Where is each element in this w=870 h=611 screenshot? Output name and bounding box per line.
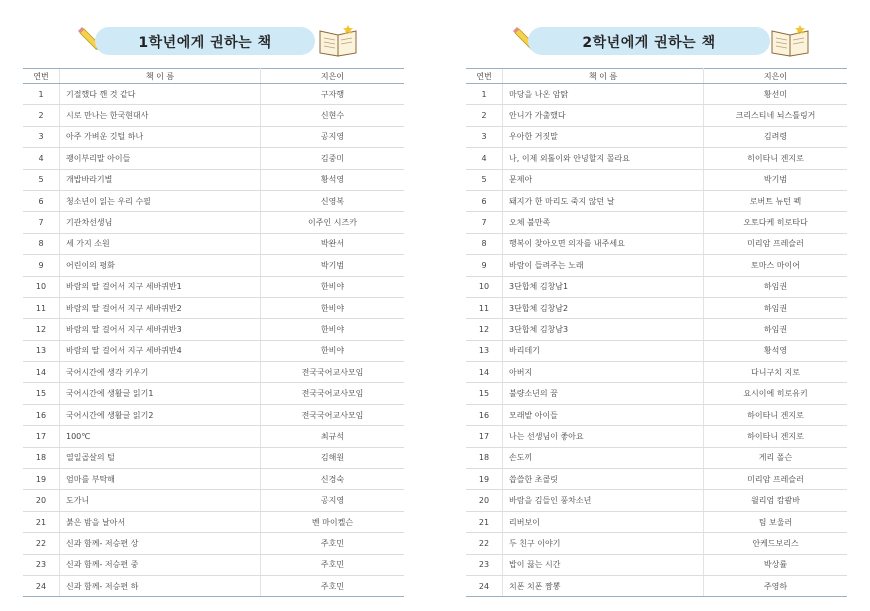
book-author: 하이타니 겐지로	[704, 404, 848, 425]
table-row	[23, 490, 404, 511]
row-number: 23	[466, 554, 503, 575]
book-title: 괭이부리말 아이들	[60, 148, 261, 169]
title-banner	[95, 27, 315, 55]
row-number: 11	[466, 297, 503, 318]
book-title: 붉은 밤을 날아서	[60, 511, 261, 532]
book-author: 한비야	[261, 276, 405, 297]
book-author: 한비야	[261, 340, 405, 361]
row-number: 22	[23, 533, 60, 554]
book-author: 주호민	[261, 554, 405, 575]
table-row	[23, 233, 404, 254]
book-title: 바람의 딸 걸어서 지구 세바퀴반2	[60, 297, 261, 318]
table-row	[23, 447, 404, 468]
book-author: 신영복	[261, 190, 405, 211]
row-number: 9	[23, 255, 60, 276]
book-title: 안니가 가출했다	[503, 105, 704, 126]
row-number: 5	[23, 169, 60, 190]
book-title: 오체 불만족	[503, 212, 704, 233]
table-row	[466, 233, 847, 254]
book-title: 3단합체 김창남3	[503, 319, 704, 340]
book-title: 바람의 딸 걸어서 지구 세바퀴반1	[60, 276, 261, 297]
table-row	[466, 404, 847, 425]
book-author: 오토다케 히로타다	[704, 212, 848, 233]
book-title: 도가니	[60, 490, 261, 511]
book-title: 바람의 딸 걸어서 지구 세바퀴반3	[60, 319, 261, 340]
book-author: 이주인 시즈카	[261, 212, 405, 233]
book-title: 국어시간에 생활글 읽기2	[60, 404, 261, 425]
table-row	[23, 469, 404, 490]
book-title: 엄마를 부탁해	[60, 469, 261, 490]
table-row	[466, 297, 847, 318]
row-number: 24	[466, 575, 503, 596]
open-book-icon	[770, 25, 810, 57]
row-number: 6	[466, 190, 503, 211]
book-title: 국어시간에 생활글 읽기1	[60, 383, 261, 404]
table-row	[466, 340, 847, 361]
book-title: 청소년이 읽는 우리 수필	[60, 190, 261, 211]
table-row	[23, 340, 404, 361]
table-row	[466, 84, 847, 105]
book-author: 전국국어교사모임	[261, 362, 405, 383]
row-number: 20	[23, 490, 60, 511]
book-list-table	[466, 68, 847, 597]
table-row	[466, 126, 847, 147]
row-number: 21	[466, 511, 503, 532]
row-number: 10	[466, 276, 503, 297]
book-title: 나는 선생님이 좋아요	[503, 426, 704, 447]
book-author: 크리스티네 뇌스틀링거	[704, 105, 848, 126]
book-title: 신과 함께- 저승편 하	[60, 575, 261, 596]
book-title: 마당을 나온 암탉	[503, 84, 704, 105]
book-title: 문제아	[503, 169, 704, 190]
book-title: 아주 가벼운 깃털 하나	[60, 126, 261, 147]
book-title: 개밥바라기별	[60, 169, 261, 190]
row-number: 12	[23, 319, 60, 340]
table-row	[466, 511, 847, 532]
row-number: 19	[23, 469, 60, 490]
row-number: 14	[466, 362, 503, 383]
row-number: 13	[23, 340, 60, 361]
row-number: 16	[466, 404, 503, 425]
book-title: 열일곱살의 털	[60, 447, 261, 468]
book-author: 벤 마이켈슨	[261, 511, 405, 532]
book-title: 손도끼	[503, 447, 704, 468]
row-number: 12	[466, 319, 503, 340]
table-row	[23, 533, 404, 554]
book-author: 요시이에 히로유키	[704, 383, 848, 404]
row-number: 16	[23, 404, 60, 425]
table-row	[23, 126, 404, 147]
book-author: 최규석	[261, 426, 405, 447]
table-row	[23, 554, 404, 575]
book-title: 두 친구 이야기	[503, 533, 704, 554]
row-number: 4	[466, 148, 503, 169]
table-row	[23, 212, 404, 233]
row-number: 20	[466, 490, 503, 511]
book-author: 박상률	[704, 554, 848, 575]
row-number: 24	[23, 575, 60, 596]
book-author: 주영하	[704, 575, 848, 596]
book-author: 박기범	[704, 169, 848, 190]
book-title: 바람을 김들인 풍차소년	[503, 490, 704, 511]
row-number: 1	[466, 84, 503, 105]
row-number: 15	[23, 383, 60, 404]
book-author: 한비야	[261, 319, 405, 340]
table-row	[466, 212, 847, 233]
table-row	[23, 404, 404, 425]
page-title: 1학년에게 권하는 책	[138, 35, 272, 51]
title-banner	[528, 27, 770, 55]
table-row	[23, 426, 404, 447]
book-author: 박완서	[261, 233, 405, 254]
book-title: 불량소년의 꿈	[503, 383, 704, 404]
table-row	[466, 276, 847, 297]
row-number: 22	[466, 533, 503, 554]
table-row	[466, 447, 847, 468]
book-author: 하임권	[704, 319, 848, 340]
book-title: 돼지가 한 마리도 죽지 않던 날	[503, 190, 704, 211]
book-title: 기절했다 깬 것 같다	[60, 84, 261, 105]
table-row	[23, 511, 404, 532]
book-title: 나, 이제 외톨이와 안녕할지 몰라요	[503, 148, 704, 169]
row-number: 7	[466, 212, 503, 233]
book-title: 신과 함께- 저승편 중	[60, 554, 261, 575]
book-author: 윌리엄 캄쾀바	[704, 490, 848, 511]
book-title: 세 가지 소원	[60, 233, 261, 254]
row-number: 9	[466, 255, 503, 276]
row-number: 4	[23, 148, 60, 169]
book-author: 게리 폴슨	[704, 447, 848, 468]
book-title: 아버지	[503, 362, 704, 383]
table-row	[466, 105, 847, 126]
table-row	[466, 255, 847, 276]
table-row	[466, 575, 847, 596]
table-row	[466, 190, 847, 211]
book-author: 다니구치 지로	[704, 362, 848, 383]
column-header-author: 지은이	[704, 69, 848, 84]
table-row	[23, 362, 404, 383]
row-number: 13	[466, 340, 503, 361]
book-title: 바람의 딸 걸어서 지구 세바퀴반4	[60, 340, 261, 361]
column-header-title: 책 이 름	[503, 69, 704, 84]
book-author: 황석영	[261, 169, 405, 190]
row-number: 17	[23, 426, 60, 447]
table-row	[466, 362, 847, 383]
row-number: 5	[466, 169, 503, 190]
row-number: 3	[466, 126, 503, 147]
book-author: 주호민	[261, 575, 405, 596]
column-header-title: 책 이 름	[60, 69, 261, 84]
table-row	[466, 383, 847, 404]
book-author: 김해원	[261, 447, 405, 468]
book-title: 밥이 끓는 시간	[503, 554, 704, 575]
book-author: 김려령	[704, 126, 848, 147]
book-author: 황석영	[704, 340, 848, 361]
book-title: 치폰 치폰 짬뽕	[503, 575, 704, 596]
table-header-row	[466, 69, 847, 84]
table-row	[23, 255, 404, 276]
book-title: 행복이 찾아오면 의자를 내주세요	[503, 233, 704, 254]
book-author: 신현수	[261, 105, 405, 126]
book-title: 어린이의 평화	[60, 255, 261, 276]
book-author: 신경숙	[261, 469, 405, 490]
row-number: 10	[23, 276, 60, 297]
book-title: 씁쓸한 초콜릿	[503, 469, 704, 490]
book-author: 미리암 프레슬러	[704, 233, 848, 254]
row-number: 11	[23, 297, 60, 318]
book-author: 하이타니 겐지로	[704, 426, 848, 447]
book-author: 하임권	[704, 297, 848, 318]
book-author: 박기범	[261, 255, 405, 276]
row-number: 1	[23, 84, 60, 105]
right-page	[435, 0, 870, 611]
table-row	[23, 383, 404, 404]
row-number: 21	[23, 511, 60, 532]
table-row	[23, 84, 404, 105]
row-number: 2	[466, 105, 503, 126]
book-title: 3단합체 김창남2	[503, 297, 704, 318]
table-row	[466, 533, 847, 554]
book-author: 주호민	[261, 533, 405, 554]
row-number: 19	[466, 469, 503, 490]
book-author: 로버트 뉴턴 펙	[704, 190, 848, 211]
book-author: 미리암 프레슬러	[704, 469, 848, 490]
table-header-row	[23, 69, 404, 84]
open-book-icon	[318, 25, 358, 57]
book-title: 100℃	[60, 426, 261, 447]
book-title: 바람이 들려주는 노래	[503, 255, 704, 276]
page-title: 2학년에게 권하는 책	[582, 35, 716, 51]
table-row	[466, 169, 847, 190]
row-number: 7	[23, 212, 60, 233]
row-number: 23	[23, 554, 60, 575]
book-author: 황선미	[704, 84, 848, 105]
book-list-table	[23, 68, 404, 597]
row-number: 6	[23, 190, 60, 211]
book-author: 팀 보울러	[704, 511, 848, 532]
table-row	[466, 469, 847, 490]
row-number: 3	[23, 126, 60, 147]
table-row	[466, 426, 847, 447]
book-title: 리버보이	[503, 511, 704, 532]
book-author: 구자행	[261, 84, 405, 105]
row-number: 18	[23, 447, 60, 468]
table-row	[466, 319, 847, 340]
column-header-author: 지은이	[261, 69, 405, 84]
table-row	[23, 148, 404, 169]
book-author: 전국국어교사모임	[261, 404, 405, 425]
table-row	[23, 319, 404, 340]
book-author: 히이타니 겐지로	[704, 148, 848, 169]
book-title: 시로 만나는 한국현대사	[60, 105, 261, 126]
book-title: 3단합체 김창남1	[503, 276, 704, 297]
row-number: 2	[23, 105, 60, 126]
column-header-no: 연번	[466, 69, 503, 84]
table-row	[23, 105, 404, 126]
table-row	[466, 554, 847, 575]
row-number: 8	[466, 233, 503, 254]
row-number: 8	[23, 233, 60, 254]
book-author: 공지영	[261, 490, 405, 511]
column-header-no: 연번	[23, 69, 60, 84]
book-title: 바리데기	[503, 340, 704, 361]
row-number: 14	[23, 362, 60, 383]
book-title: 우아한 거짓말	[503, 126, 704, 147]
book-author: 김중미	[261, 148, 405, 169]
book-title: 기관차선생님	[60, 212, 261, 233]
book-author: 토마스 마이어	[704, 255, 848, 276]
book-title: 신과 함께- 저승편 상	[60, 533, 261, 554]
book-author: 한비야	[261, 297, 405, 318]
table-row	[23, 575, 404, 596]
book-title: 모래밭 아이들	[503, 404, 704, 425]
row-number: 18	[466, 447, 503, 468]
book-title: 국어시간에 생각 키우기	[60, 362, 261, 383]
table-row	[23, 276, 404, 297]
book-author: 전국국어교사모임	[261, 383, 405, 404]
book-author: 안케드보리스	[704, 533, 848, 554]
table-row	[23, 190, 404, 211]
book-author: 공지영	[261, 126, 405, 147]
table-row	[23, 169, 404, 190]
table-row	[466, 148, 847, 169]
table-row	[466, 490, 847, 511]
table-row	[23, 297, 404, 318]
row-number: 17	[466, 426, 503, 447]
row-number: 15	[466, 383, 503, 404]
book-author: 하임권	[704, 276, 848, 297]
